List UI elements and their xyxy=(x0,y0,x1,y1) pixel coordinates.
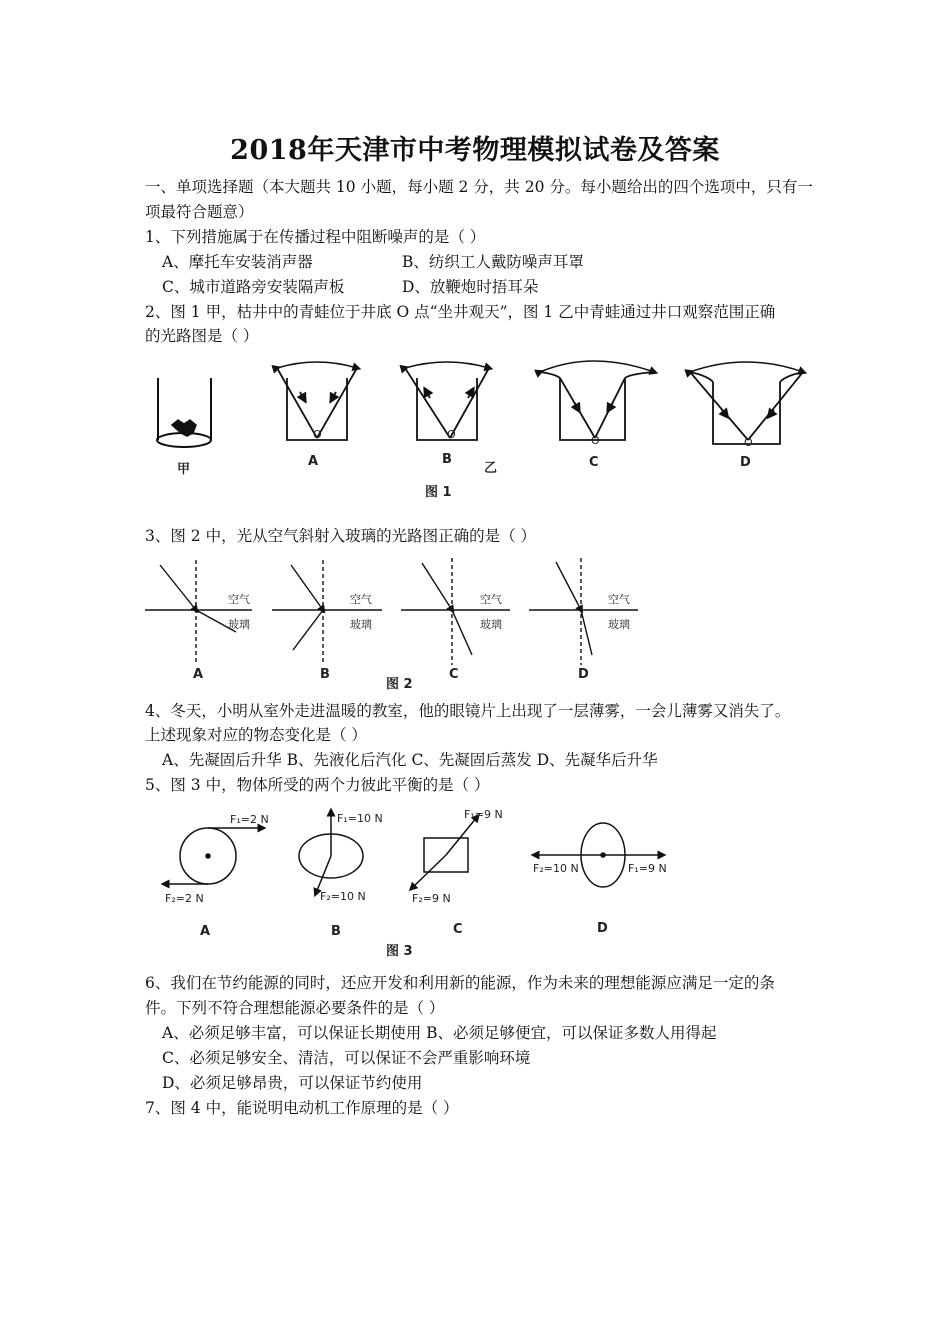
q1-stem: 1、下列措施属于在传播过程中阻断噪声的是（ ） xyxy=(145,228,486,246)
fig2-b-label: B xyxy=(320,667,330,682)
fig1-b-label: B xyxy=(442,452,452,467)
q6-stem-line2: 件。下列不符合理想能源必要条件的是（ ） xyxy=(145,999,445,1017)
fig3-d-label: D xyxy=(597,921,608,936)
q1-option-d: D、放鞭炮时捂耳朵 xyxy=(402,278,539,296)
fig3-b-label: B xyxy=(331,924,341,939)
q3-stem: 3、图 2 中，光从空气斜射入玻璃的光路图正确的是（ ） xyxy=(145,527,537,545)
fig1-a-o: O xyxy=(313,428,322,441)
fig2-d-label: D xyxy=(578,667,589,682)
q1-option-c: C、城市道路旁安装隔声板 xyxy=(162,278,345,296)
fig3-a-f2: F₂=2 N xyxy=(165,892,204,905)
q1-option-b: B、纺织工人戴防噪声耳罩 xyxy=(402,253,584,271)
section-heading-line1: 一、单项选择题（本大题共 10 小题，每小题 2 分，共 20 分。每小题给出的四个选项中，只有一 xyxy=(145,178,813,196)
fig2-c-air: 空气 xyxy=(480,593,502,606)
fig3-a-f1: F₁=2 N xyxy=(230,813,269,826)
fig3-b-f2: F₂=10 N xyxy=(320,890,366,903)
fig3-c-f2: F₂=9 N xyxy=(412,892,451,905)
fig1-b-o: O xyxy=(447,428,456,441)
fig2-d-air: 空气 xyxy=(608,593,630,606)
q5-stem: 5、图 3 中，物体所受的两个力彼此平衡的是（ ） xyxy=(145,776,490,794)
fig3-option-c xyxy=(412,817,477,888)
q2-stem-line1: 2、图 1 甲，枯井中的青蛙位于井底 O 点“坐井观天”，图 1 乙中青蛙通过井口观察范围正确 xyxy=(145,303,776,321)
q4-options: A、先凝固后升华 B、先液化后汽化 C、先凝固后蒸发 D、先凝华后升华 xyxy=(162,751,658,769)
fig2-a-label: A xyxy=(193,667,204,682)
page-title: 2018年天津市中考物理模拟试卷及答案 xyxy=(230,135,720,166)
q4-stem-line2: 上述现象对应的物态变化是（ ） xyxy=(145,726,367,744)
q1-option-a: A、摩托车安装消声器 xyxy=(162,253,313,271)
fig1-a-label: A xyxy=(308,454,319,469)
fig2-caption: 图 2 xyxy=(386,677,413,692)
fig1-c-label: C xyxy=(589,455,599,470)
section-heading-line2: 项最符合题意） xyxy=(145,203,254,221)
q4-stem-line1: 4、冬天，小明从室外走进温暖的教室，他的眼镜片上出现了一层薄雾，一会儿薄雾又消失了。 xyxy=(145,702,791,720)
fig2-a-glass: 玻璃 xyxy=(228,618,250,631)
fig2-d-glass: 玻璃 xyxy=(608,618,630,631)
fig3-c-label: C xyxy=(453,922,463,937)
fig3-option-d xyxy=(535,823,662,887)
fig3-d-f2: F₂=10 N xyxy=(533,862,579,875)
fig3-option-a xyxy=(165,828,262,884)
q7-stem: 7、图 4 中，能说明电动机工作原理的是（ ） xyxy=(145,1099,459,1117)
fig2-b-air: 空气 xyxy=(350,593,372,606)
fig3-b-f1: F₁=10 N xyxy=(337,812,383,825)
fig2-c-glass: 玻璃 xyxy=(480,618,502,631)
fig3-caption: 图 3 xyxy=(386,944,413,959)
fig2-a-air: 空气 xyxy=(228,593,250,606)
fig1-yi-label: 乙 xyxy=(484,461,498,476)
fig3-a-label: A xyxy=(200,924,211,939)
q6-option-c: C、必须足够安全、清洁，可以保证不会严重影响环境 xyxy=(162,1049,531,1067)
fig1-d-o: O xyxy=(744,436,753,449)
fig1-c-o: O xyxy=(591,434,600,447)
fig2-c-label: C xyxy=(449,667,459,682)
q6-option-d: D、必须足够昂贵，可以保证节约使用 xyxy=(162,1074,423,1092)
fig1-caption: 图 1 xyxy=(425,485,452,500)
fig1-d-label: D xyxy=(740,455,751,470)
q6-stem-line1: 6、我们在节约能源的同时，还应开发和利用新的能源，作为未来的理想能源应满足一定的条 xyxy=(145,974,775,992)
fig3-d-f1: F₁=9 N xyxy=(628,862,667,875)
fig3-c-f1: F₁=9 N xyxy=(464,808,503,821)
q2-stem-line2: 的光路图是（ ） xyxy=(145,327,259,345)
fig2-b-glass: 玻璃 xyxy=(350,618,372,631)
q6-options-ab: A、必须足够丰富，可以保证长期使用 B、必须足够便宜，可以保证多数人用得起 xyxy=(162,1024,717,1042)
fig1-jia-label: 甲 xyxy=(177,462,191,477)
